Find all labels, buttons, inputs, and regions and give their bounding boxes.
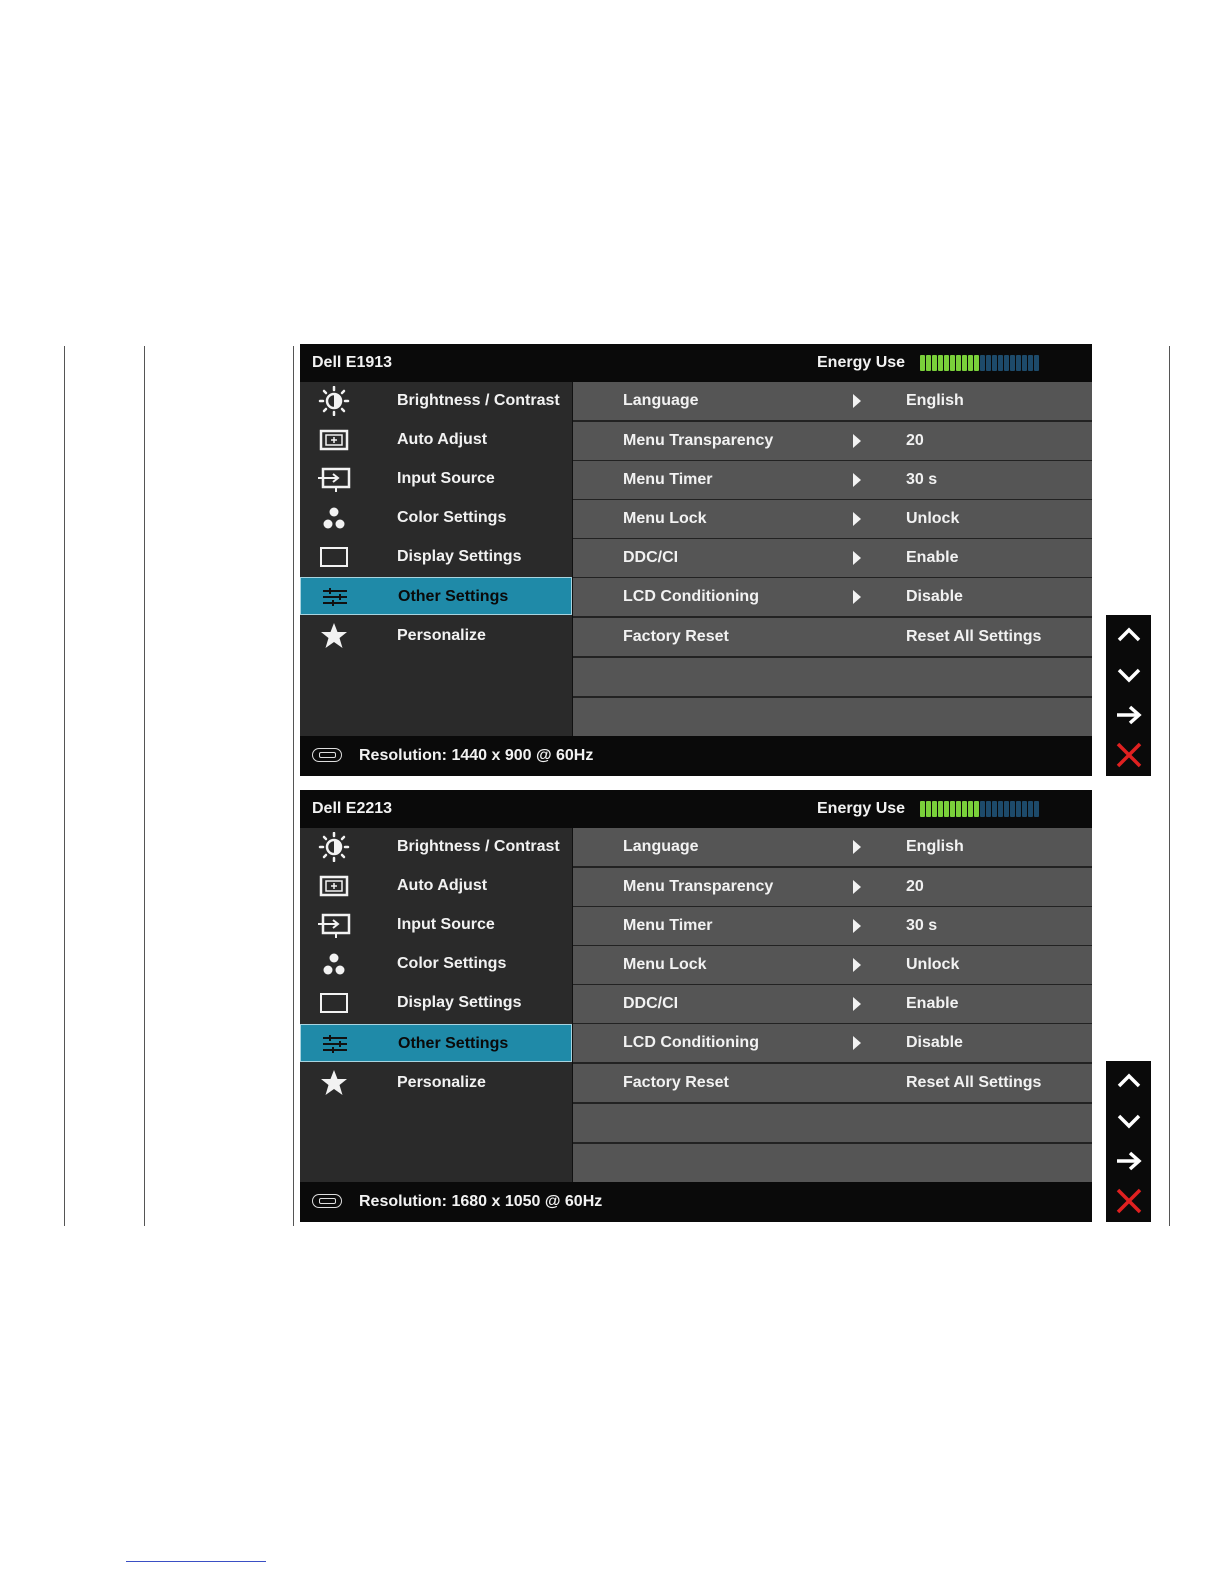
input-source-icon	[316, 464, 352, 494]
submenu-row-menu-transparency[interactable]	[573, 868, 1092, 906]
submenu-row-empty	[573, 1104, 1092, 1142]
footnote-line	[126, 1561, 266, 1562]
menu-item-personalize[interactable]	[300, 1064, 572, 1102]
frame-line-mid	[144, 346, 145, 1226]
model-title: Dell E1913	[312, 354, 393, 371]
menu-item-label: Brightness / Contrast	[397, 838, 560, 855]
menu-item-color-settings[interactable]	[300, 499, 572, 537]
energy-meter	[920, 355, 1076, 371]
energy-meter-segment	[1010, 801, 1015, 817]
menu-item-other-settings[interactable]	[300, 577, 572, 615]
menu-item-display-settings[interactable]	[300, 538, 572, 576]
energy-meter-segment	[974, 801, 979, 817]
energy-meter-segment	[950, 801, 955, 817]
row-label: Language	[623, 392, 699, 409]
osd-header	[300, 344, 1092, 382]
menu-item-label: Other Settings	[398, 1035, 509, 1052]
right-arrow-icon[interactable]	[1106, 1141, 1151, 1181]
row-value: 20	[906, 878, 924, 895]
submenu-row-factory-reset[interactable]	[573, 618, 1092, 656]
input-source-icon	[316, 910, 352, 940]
play-arrow-icon	[853, 590, 861, 604]
energy-meter-segment	[920, 355, 925, 371]
energy-meter-segment	[980, 355, 985, 371]
display-settings-icon	[316, 988, 352, 1018]
other-settings-icon	[317, 1029, 353, 1059]
energy-meter-segment	[1034, 355, 1039, 371]
energy-meter-segment	[1016, 801, 1021, 817]
submenu	[573, 828, 1092, 1182]
auto-adjust-icon	[316, 871, 352, 901]
energy-meter-segment	[980, 801, 985, 817]
menu-item-label: Auto Adjust	[397, 431, 488, 448]
submenu-row-ddc-ci[interactable]	[573, 985, 1092, 1023]
down-arrow-icon[interactable]	[1106, 655, 1151, 695]
submenu-row-empty	[573, 1144, 1092, 1182]
energy-meter-segment	[998, 355, 1003, 371]
osd-footer	[300, 736, 1092, 776]
row-value: Enable	[906, 549, 959, 566]
energy-meter-segment	[926, 355, 931, 371]
menu-item-label: Other Settings	[398, 588, 509, 605]
vga-connector-icon	[312, 748, 342, 762]
resolution-text: Resolution: 1440 x 900 @ 60Hz	[359, 747, 594, 764]
energy-meter-segment	[932, 801, 937, 817]
main-menu	[300, 382, 572, 736]
menu-item-display-settings[interactable]	[300, 984, 572, 1022]
close-icon[interactable]	[1106, 1181, 1151, 1221]
submenu-row-ddc-ci[interactable]	[573, 539, 1092, 577]
energy-meter-segment	[992, 355, 997, 371]
color-settings-icon	[316, 949, 352, 979]
row-label: LCD Conditioning	[623, 588, 759, 605]
energy-meter-segment	[932, 355, 937, 371]
play-arrow-icon	[853, 512, 861, 526]
energy-meter-segment	[968, 801, 973, 817]
play-arrow-icon	[853, 997, 861, 1011]
energy-meter-segment	[938, 355, 943, 371]
row-value: English	[906, 838, 964, 855]
up-arrow-icon[interactable]	[1106, 615, 1151, 655]
front-buttons-2	[1106, 1061, 1151, 1222]
row-label: Menu Lock	[623, 956, 707, 973]
energy-meter-segment	[968, 355, 973, 371]
submenu-row-lcd-conditioning[interactable]	[573, 578, 1092, 616]
submenu-row-language[interactable]	[573, 828, 1092, 866]
submenu-row-menu-lock[interactable]	[573, 946, 1092, 984]
submenu-row-menu-lock[interactable]	[573, 500, 1092, 538]
energy-use-label: Energy Use	[817, 354, 906, 371]
star-icon	[316, 621, 352, 651]
row-label: Menu Timer	[623, 471, 713, 488]
row-label: Factory Reset	[623, 628, 729, 645]
menu-item-auto-adjust[interactable]	[300, 867, 572, 905]
auto-adjust-icon	[316, 425, 352, 455]
model-title: Dell E2213	[312, 800, 393, 817]
row-value: Disable	[906, 588, 963, 605]
row-value: English	[906, 392, 964, 409]
energy-meter-segment	[962, 801, 967, 817]
submenu	[573, 382, 1092, 736]
row-label: Menu Lock	[623, 510, 707, 527]
osd-header	[300, 790, 1092, 828]
energy-meter-segment	[1010, 355, 1015, 371]
menu-item-brightness-contrast[interactable]	[300, 828, 572, 866]
main-menu	[300, 828, 572, 1182]
vga-connector-icon	[312, 1194, 342, 1208]
osd-menu-1	[300, 344, 1092, 776]
row-label: DDC/CI	[623, 549, 679, 566]
row-value: Disable	[906, 1034, 963, 1051]
energy-meter-segment	[938, 801, 943, 817]
energy-meter-segment	[926, 801, 931, 817]
osd-footer	[300, 1182, 1092, 1222]
right-arrow-icon[interactable]	[1106, 695, 1151, 735]
energy-meter-segment	[1034, 801, 1039, 817]
energy-meter-segment	[1022, 355, 1027, 371]
row-label: LCD Conditioning	[623, 1034, 759, 1051]
brightness-icon	[316, 386, 352, 416]
energy-meter-segment	[1028, 801, 1033, 817]
energy-meter-segment	[1022, 801, 1027, 817]
play-arrow-icon	[853, 919, 861, 933]
row-value: Unlock	[906, 956, 960, 973]
menu-item-label: Color Settings	[397, 955, 507, 972]
menu-item-personalize[interactable]	[300, 617, 572, 655]
energy-meter-segment	[974, 355, 979, 371]
display-settings-icon	[316, 542, 352, 572]
menu-item-label: Display Settings	[397, 548, 522, 565]
row-value: Unlock	[906, 510, 960, 527]
energy-meter-segment	[950, 355, 955, 371]
play-arrow-icon	[853, 880, 861, 894]
menu-item-label: Brightness / Contrast	[397, 392, 560, 409]
play-arrow-icon	[853, 434, 861, 448]
energy-meter-segment	[986, 801, 991, 817]
menu-item-input-source[interactable]	[300, 460, 572, 498]
row-value: 30 s	[906, 917, 938, 934]
menu-item-other-settings[interactable]	[300, 1024, 572, 1062]
energy-meter-segment	[920, 801, 925, 817]
row-value: Reset All Settings	[906, 628, 1042, 645]
menu-item-label: Input Source	[397, 916, 495, 933]
menu-item-label: Color Settings	[397, 509, 507, 526]
menu-item-label: Display Settings	[397, 994, 522, 1011]
play-arrow-icon	[853, 1036, 861, 1050]
energy-meter-segment	[944, 355, 949, 371]
row-value: 20	[906, 432, 924, 449]
energy-meter-segment	[956, 355, 961, 371]
row-label: Factory Reset	[623, 1074, 729, 1091]
row-label: Menu Transparency	[623, 432, 774, 449]
menu-item-label: Personalize	[397, 627, 486, 644]
row-label: DDC/CI	[623, 995, 679, 1012]
submenu-row-menu-timer[interactable]	[573, 907, 1092, 945]
brightness-icon	[316, 832, 352, 862]
submenu-row-language[interactable]	[573, 382, 1092, 420]
energy-meter-segment	[998, 801, 1003, 817]
row-label: Menu Timer	[623, 917, 713, 934]
down-arrow-icon[interactable]	[1106, 1101, 1151, 1141]
up-arrow-icon[interactable]	[1106, 1061, 1151, 1101]
other-settings-icon	[317, 582, 353, 612]
menu-item-label: Auto Adjust	[397, 877, 488, 894]
play-arrow-icon	[853, 394, 861, 408]
menu-item-brightness-contrast[interactable]	[300, 382, 572, 420]
submenu-row-lcd-conditioning[interactable]	[573, 1024, 1092, 1062]
menu-item-input-source[interactable]	[300, 906, 572, 944]
submenu-row-menu-transparency[interactable]	[573, 422, 1092, 460]
frame-line-left	[64, 346, 65, 1226]
menu-item-auto-adjust[interactable]	[300, 421, 572, 459]
play-arrow-icon	[853, 958, 861, 972]
row-value: Enable	[906, 995, 959, 1012]
row-value: 30 s	[906, 471, 938, 488]
frame-line-inner	[293, 346, 294, 1226]
energy-meter-segment	[1028, 355, 1033, 371]
color-settings-icon	[316, 503, 352, 533]
row-label: Language	[623, 838, 699, 855]
energy-meter-segment	[992, 801, 997, 817]
energy-use-label: Energy Use	[817, 800, 906, 817]
energy-meter-segment	[1004, 801, 1009, 817]
menu-item-label: Input Source	[397, 470, 495, 487]
close-icon[interactable]	[1106, 735, 1151, 775]
energy-meter	[920, 801, 1076, 817]
energy-meter-segment	[962, 355, 967, 371]
energy-meter-segment	[944, 801, 949, 817]
submenu-row-factory-reset[interactable]	[573, 1064, 1092, 1102]
star-icon	[316, 1068, 352, 1098]
menu-item-color-settings[interactable]	[300, 945, 572, 983]
energy-meter-segment	[956, 801, 961, 817]
submenu-row-empty	[573, 658, 1092, 696]
play-arrow-icon	[853, 840, 861, 854]
play-arrow-icon	[853, 551, 861, 565]
resolution-text: Resolution: 1680 x 1050 @ 60Hz	[359, 1193, 603, 1210]
play-arrow-icon	[853, 473, 861, 487]
energy-meter-segment	[1016, 355, 1021, 371]
row-value: Reset All Settings	[906, 1074, 1042, 1091]
submenu-row-empty	[573, 698, 1092, 736]
submenu-row-menu-timer[interactable]	[573, 461, 1092, 499]
front-buttons-1	[1106, 615, 1151, 776]
energy-meter-segment	[986, 355, 991, 371]
menu-item-label: Personalize	[397, 1074, 486, 1091]
osd-menu-2	[300, 790, 1092, 1222]
frame-line-right	[1169, 346, 1170, 1226]
energy-meter-segment	[1004, 355, 1009, 371]
row-label: Menu Transparency	[623, 878, 774, 895]
